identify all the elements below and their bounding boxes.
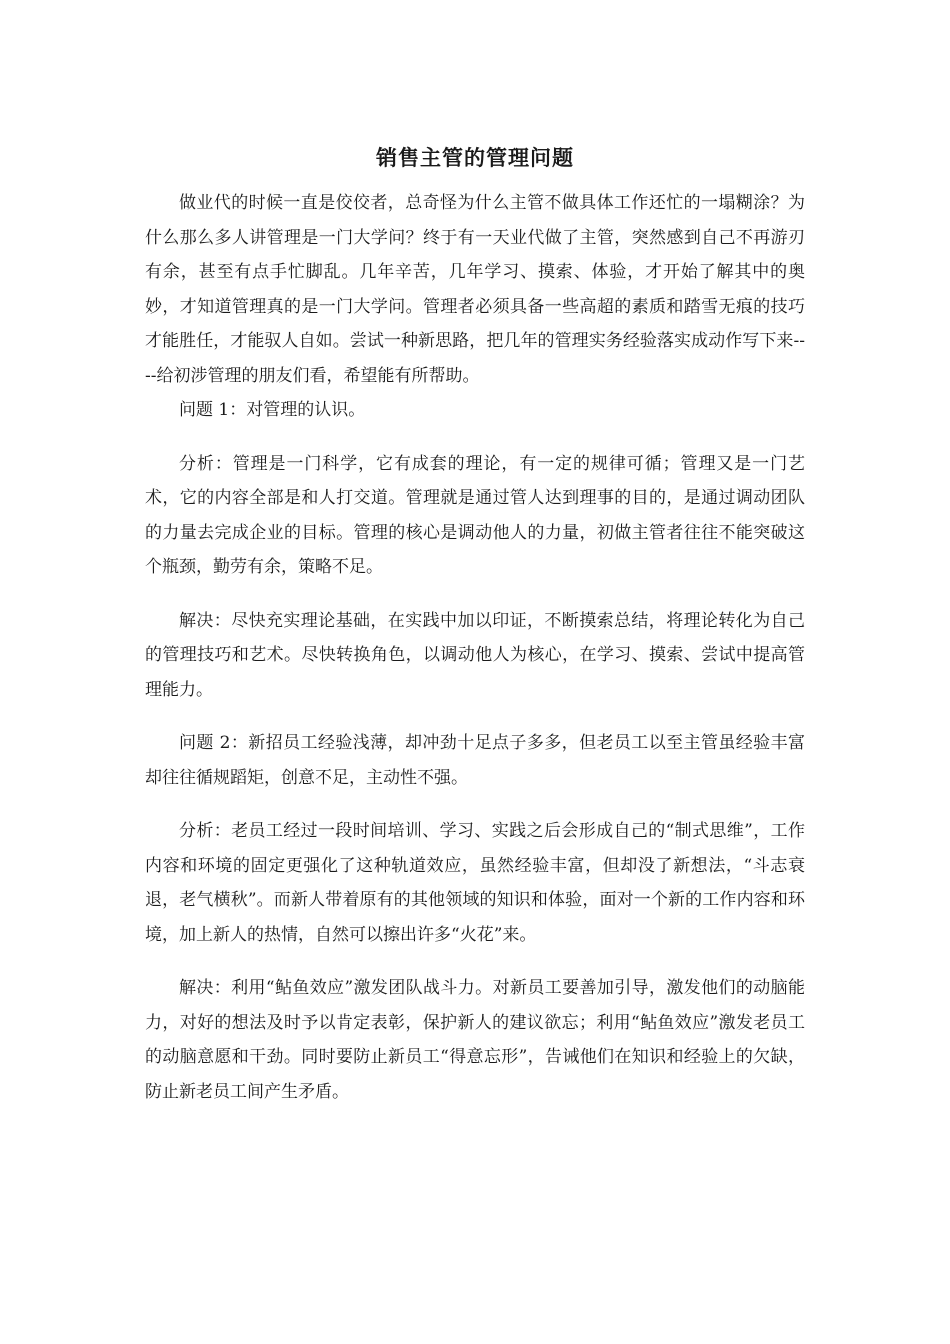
document-title: 销售主管的管理问题 <box>376 146 574 170</box>
spacer <box>145 952 805 971</box>
document-page <box>145 140 805 1109</box>
intro-paragraph: 做业代的时候一直是佼佼者，总奇怪为什么主管不做具体工作还忙的一塌糊涂？为什么那么多人讲管理是一门大学问？终于有一天业代做了主管，突然感到自己不再游刃有余，甚至有点手忙脚乱。几年辛苦，几年学习、摸索、体验，才开始了解其中的奥妙，才知道管理真的是一门大学问。管理者必须具备一些高超的素质和踏雪无痕的技巧才能胜任，才能驭人自如。尝试一种新思路，把几年的管理实务经验落实成动作写下来----给初涉管理的朋友们看，希望能有所帮助。 <box>145 193 805 386</box>
spacer <box>145 795 805 814</box>
problem-2-solution: 解决：利用“鲇鱼效应”激发团队战斗力。对新员工要善加引导，激发他们的动脑能力，对好的想法及时予以肯定表彰，保护新人的建议欲忘；利用“鲇鱼效应”激发老员工的动脑意愿和干劲。同时要防止新员工“得意忘形”，告诫他们在知识和经验上的欠缺，防止新老员工间产生矛盾。 <box>145 978 805 1102</box>
problem-2-heading: 问题 2：新招员工经验浅薄，却冲劲十足点子多多，但老员工以至主管虽经验丰富却往往循规蹈矩，创意不足，主动性不强。 <box>145 733 805 788</box>
problem-2-analysis: 分析：老员工经过一段时间培训、学习、实践之后会形成自己的“制式思维”，工作内容和环境的固定更强化了这种轨道效应，虽然经验丰富，但却没了新想法，“斗志衰退，老气横秋”。而新人带着原有的其他领域的知识和体验，面对一个新的工作内容和环境，加上新人的热情，自然可以擦出许多“火花”来。 <box>145 821 805 945</box>
spacer <box>145 585 805 604</box>
problem-1-heading: 问题 1：对管理的认识。 <box>179 400 366 420</box>
problem-1-analysis: 分析：管理是一门科学，它有成套的理论，有一定的规律可循；管理又是一门艺术，它的内容全部是和人打交道。管理就是通过管人达到理事的目的，是通过调动团队的力量去完成企业的目标。管理的核心是调动他人的力量，初做主管者往往不能突破这个瓶颈，勤劳有余，策略不足。 <box>145 453 805 577</box>
spacer <box>145 707 805 726</box>
spacer <box>145 428 805 447</box>
problem-1-solution: 解决：尽快充实理论基础，在实践中加以印证，不断摸索总结，将理论转化为自己的管理技巧和艺术。尽快转换角色，以调动他人为核心，在学习、摸索、尝试中提高管理能力。 <box>145 610 805 700</box>
